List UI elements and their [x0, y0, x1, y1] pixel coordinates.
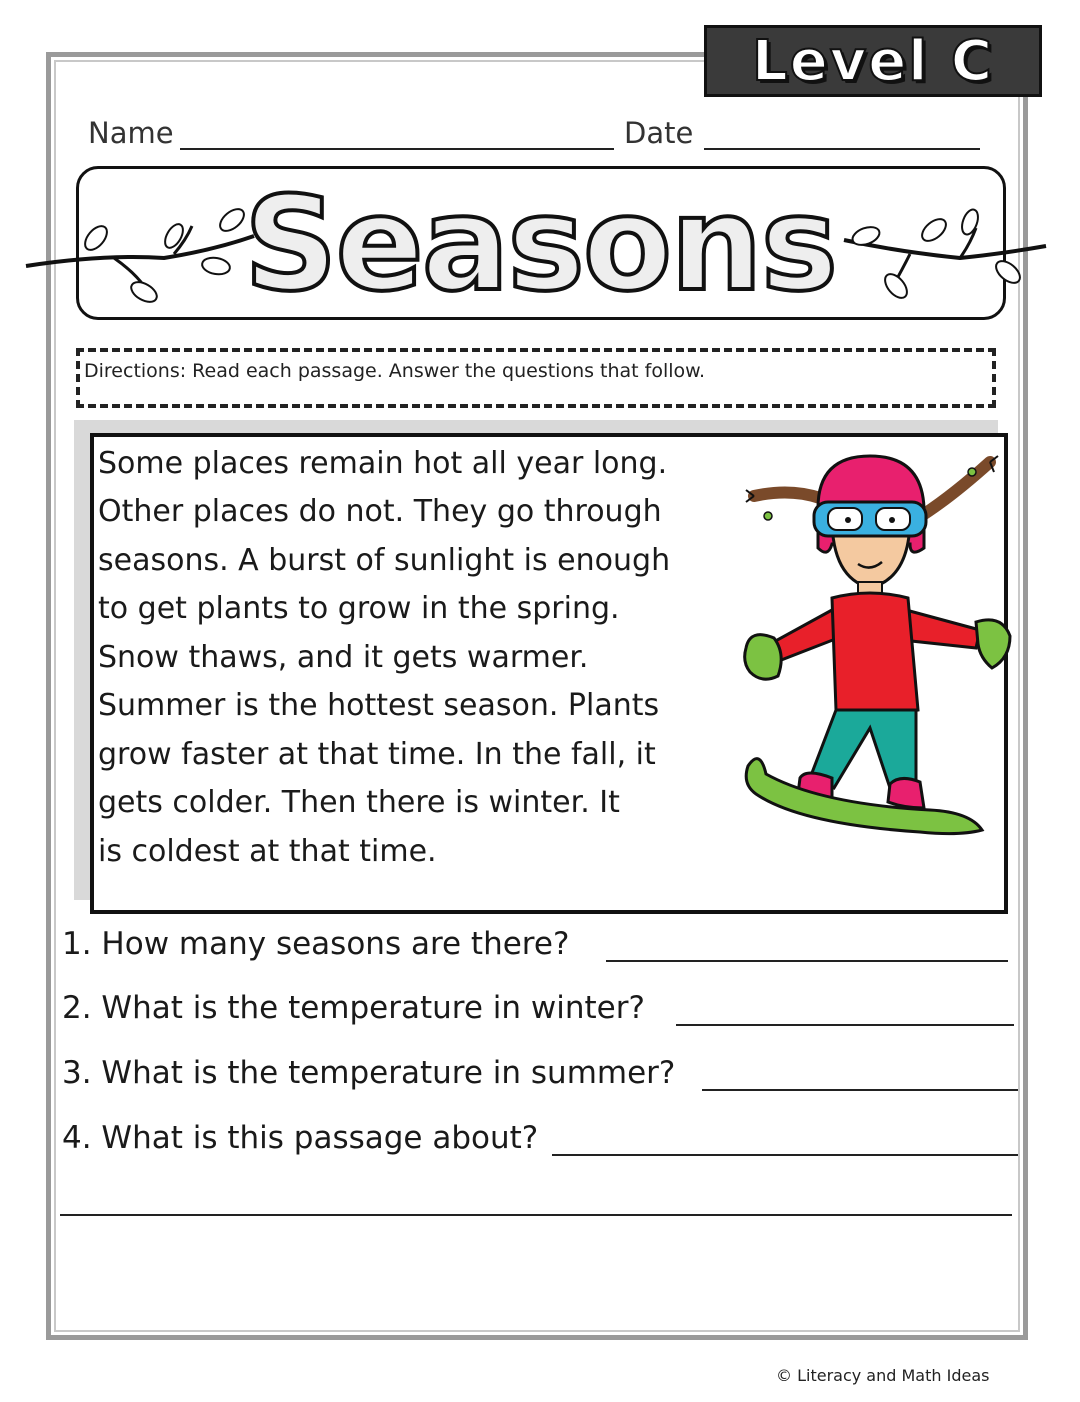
answer-field-4-continued[interactable]	[60, 1214, 1012, 1216]
name-field[interactable]	[180, 148, 614, 150]
passage-line: is coldest at that time.	[98, 834, 437, 869]
question-1: 1. How many seasons are there?	[62, 926, 570, 962]
directions-text: Directions: Read each passage. Answer the questions that follow.	[84, 360, 706, 382]
answer-field-1[interactable]	[606, 960, 1008, 962]
snowboarder-illustration-icon	[740, 448, 1020, 838]
passage-line: grow faster at that time. In the fall, it	[98, 737, 656, 772]
passage-line: seasons. A burst of sunlight is enough	[98, 543, 671, 578]
level-badge-label: Level C	[752, 28, 994, 94]
date-label: Date	[624, 116, 694, 150]
passage-line: Snow thaws, and it gets warmer.	[98, 640, 589, 675]
question-4: 4. What is this passage about?	[62, 1120, 539, 1156]
passage-line: to get plants to grow in the spring.	[98, 591, 620, 626]
date-field[interactable]	[704, 148, 980, 150]
page-title: Seasons	[243, 168, 837, 320]
level-badge	[704, 25, 1042, 97]
passage-line: Summer is the hottest season. Plants	[98, 688, 660, 723]
passage-line: gets colder. Then there is winter. It	[98, 785, 620, 820]
passage-line: Other places do not. They go through	[98, 494, 662, 529]
answer-field-3[interactable]	[702, 1089, 1018, 1091]
question-3: 3. What is the temperature in summer?	[62, 1055, 676, 1091]
answer-field-2[interactable]	[676, 1024, 1014, 1026]
question-2: 2. What is the temperature in winter?	[62, 990, 645, 1026]
name-label: Name	[88, 116, 174, 150]
answer-field-4[interactable]	[552, 1154, 1018, 1156]
passage-line: Some places remain hot all year long.	[98, 446, 668, 481]
copyright-text: © Literacy and Math Ideas	[776, 1366, 990, 1385]
